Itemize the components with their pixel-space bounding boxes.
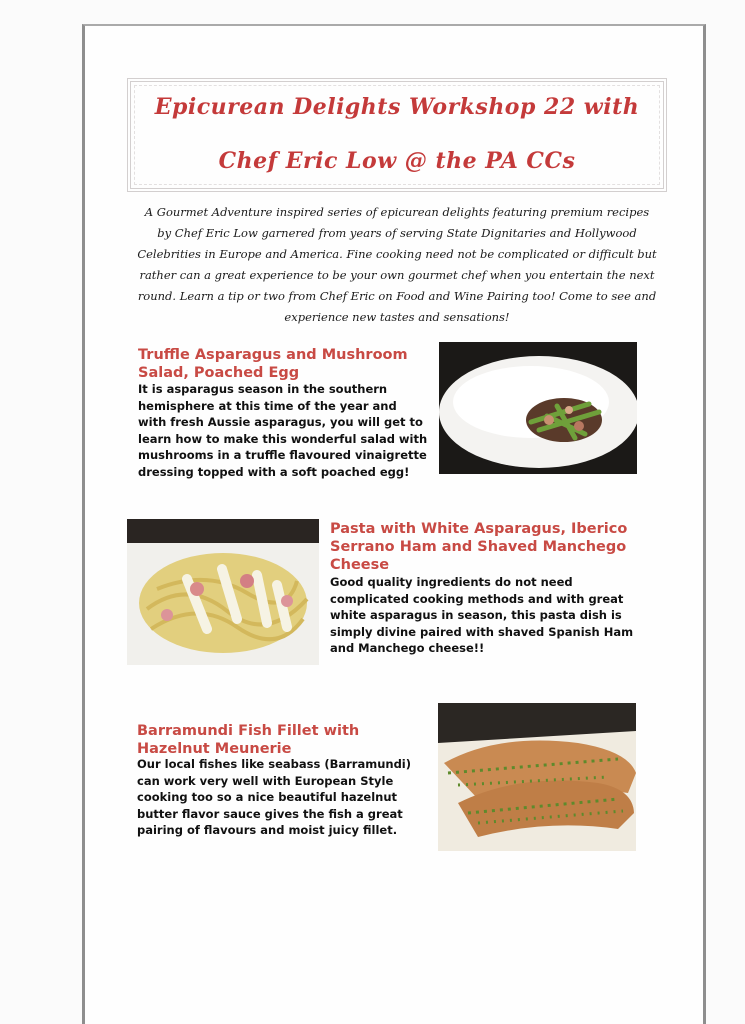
dish-2-description: Good quality ingredients do not need complicated cooking methods and with great white asparagus in season, this pasta dish is simply divine paired with shaved Spanish Ham and Manchego cheese!!	[330, 575, 634, 655]
dish-2-photo	[127, 519, 319, 665]
dish-1-description: It is asparagus season in the southern hemisphere at this time of the year and with fresh Aussie asparagus, you will get to learn how to make this wonderful salad with mushrooms in a truffle flavoured vinaigrette dressing topped with a soft poached egg!	[138, 382, 428, 479]
flyer-page	[82, 24, 706, 1024]
title-line-1: Epicurean Delights Workshop 22 with	[154, 94, 640, 120]
dish-2-title: Pasta with White Asparagus, Iberico Serrano Ham and Shaved Manchego Cheese	[330, 521, 628, 573]
dish-3-description: Our local fishes like seabass (Barramundi) can work very well with European Style cooking too so a nice beautiful hazelnut butter flavor sauce gives the fish a great pairing of flavours and moist juicy fillet.	[137, 757, 411, 837]
title-banner	[127, 78, 667, 192]
dish-3-photo	[438, 703, 636, 851]
dish-3-title: Barramundi Fish Fillet with Hazelnut Meunerie	[137, 723, 360, 757]
intro-paragraph: A Gourmet Adventure inspired series of epicurean delights featuring premium recipes by Chef Eric Low garnered from years of serving State Dignitaries and Hollywood Celebrities in Europe and America. Fine cooking need not be complicated or difficult but rather can a great experience to be your own gourmet chef when you entertain the next round. Learn a tip or two from Chef Eric on Food and Wine Pairing too! Come to see and experience new tastes and sensations!	[137, 205, 657, 324]
dish-1-photo	[439, 342, 637, 474]
title-line-2: Chef Eric Low @ the PA CCs	[218, 148, 576, 174]
dish-1-title: Truffle Asparagus and Mushroom Salad, Poached Egg	[138, 347, 408, 381]
